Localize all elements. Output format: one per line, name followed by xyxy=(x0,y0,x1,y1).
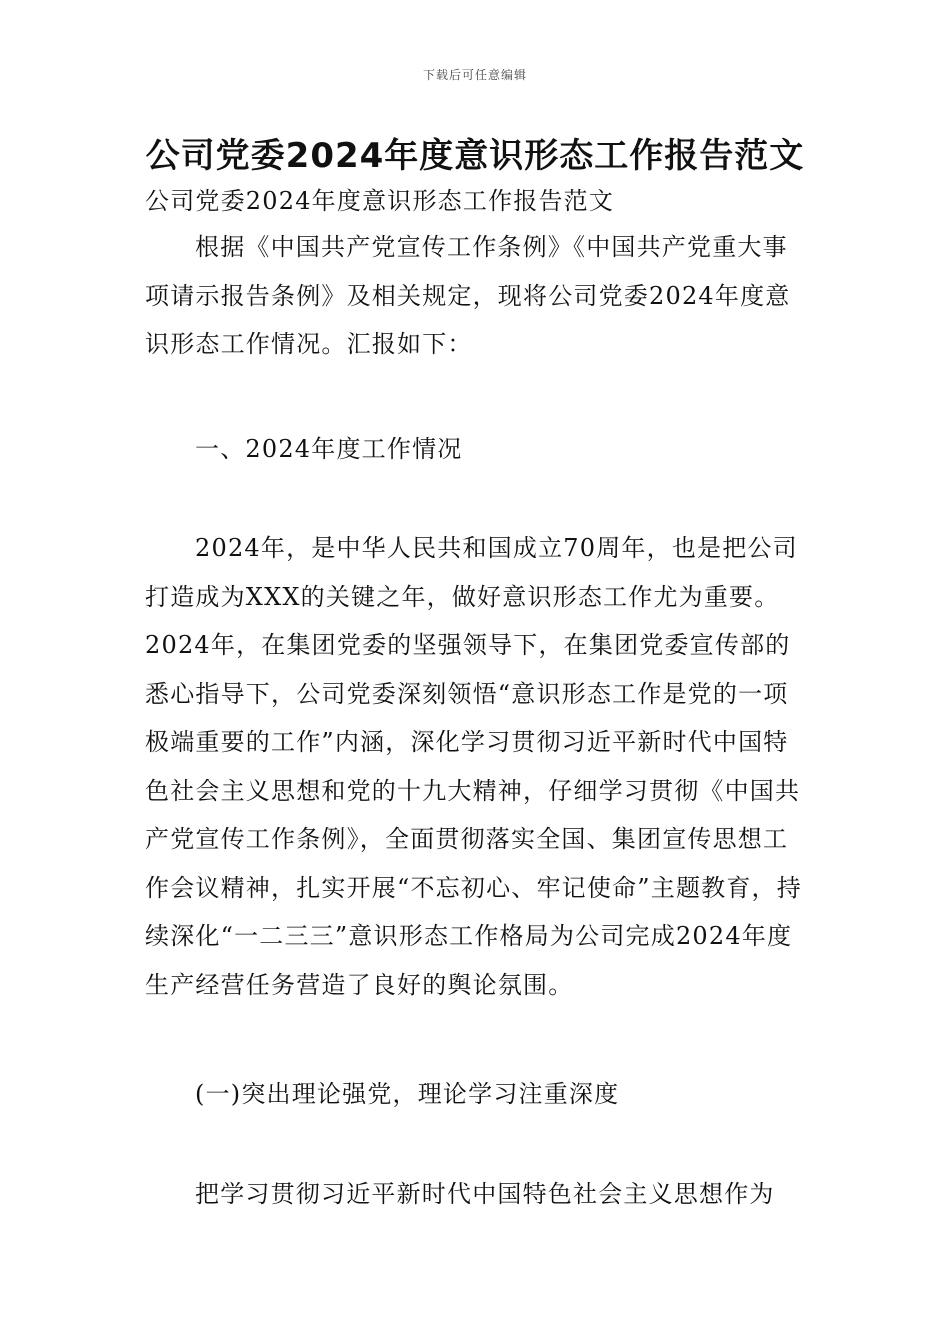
paragraph-work-overview: 2024年，是中华人民共和国成立70周年，也是把公司打造成为XXX的关键之年，做好意识形态工作尤为重要。2024年，在集团党委的坚强领导下，在集团党委宣传部的悉心指导下，公司党委深刻领悟“意识形态工作是党的一项极端重要的工作”内涵，深化学习贯彻习近平新时代中国特色社会主义思想和党的十九大精神，仔细学习贯彻《中国共产党宣传工作条例》，全面贯彻落实全国、集团宣传思想工作会议精神，扎实开展“不忘初心、牢记使命”主题教育，持续深化“一二三三”意识形态工作格局为公司完成2024年度生产经营任务营造了良好的舆论氛围。 xyxy=(145,534,802,999)
document-subtitle: 公司党委2024年度意识形态工作报告范文 xyxy=(145,187,615,215)
section-heading-2: (一)突出理论强党，理论学习注重深度 xyxy=(195,1080,620,1108)
header-note: 下载后可任意编辑 xyxy=(422,68,527,82)
document-title: 公司党委2024年度意识形态工作报告范文 xyxy=(145,136,805,176)
paragraph-intro: 根据《中国共产党宣传工作条例》《中国共产党重大事项请示报告条例》及相关规定，现将公司党委2024年度意识形态工作情况。汇报如下： xyxy=(145,233,791,358)
paragraph-theory-study: 把学习贯彻习近平新时代中国特色社会主义思想作为 xyxy=(195,1180,775,1208)
section-heading-1: 一、2024年度工作情况 xyxy=(195,435,463,463)
